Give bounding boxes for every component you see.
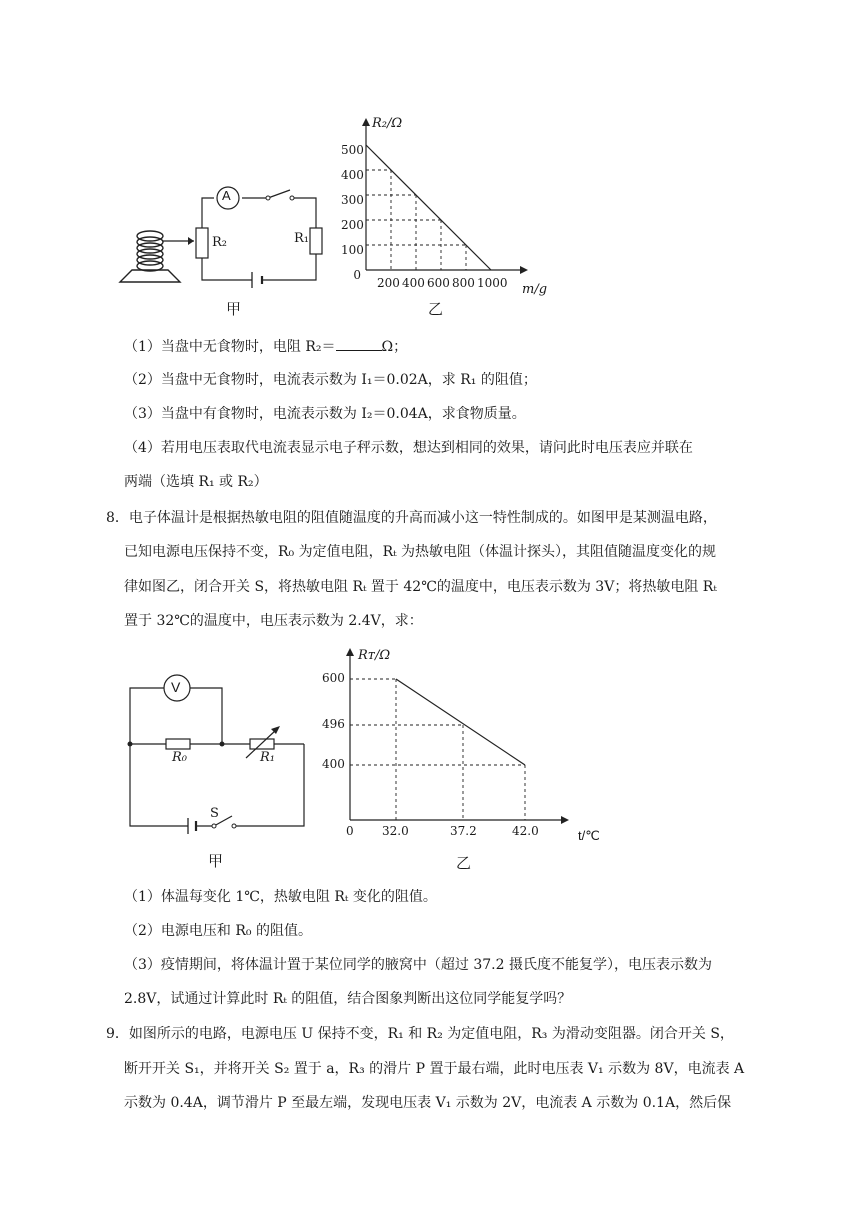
q8-circuit-caption-jia: 甲 — [208, 852, 224, 870]
y-tick: 300 — [341, 193, 364, 207]
graph1-y-ticks — [341, 138, 364, 288]
rt-data-line — [396, 679, 525, 765]
rt-temperature-graph — [340, 646, 570, 826]
q8-sub1: （1）体温每变化 1℃，热敏电阻 Rₜ 变化的阻值。 — [124, 889, 437, 905]
x-tick: 800 — [452, 276, 475, 290]
x-tick: 37.2 — [450, 824, 477, 838]
q7-sub1-prefix: （1）当盘中无食物时，电阻 R₂＝ — [124, 339, 336, 355]
x-tick: 400 — [402, 276, 425, 290]
x-tick: 0 — [346, 824, 354, 838]
graph1-y-axis-label: R₂/Ω — [372, 116, 403, 131]
circuit-caption-jia: 甲 — [226, 300, 242, 318]
q7-sub1-suffix: Ω； — [381, 339, 408, 355]
x-tick: 1000 — [477, 276, 508, 290]
y-tick: 496 — [322, 717, 345, 731]
q9-line3: 示数为 0.4A，调节滑片 P 至最左端，发现电压表 V₁ 示数为 2V，电流表 A 示数为 0.1A，然后保 — [124, 1095, 732, 1111]
q8-stem-line1: 8．电子体温计是根据热敏电阻的阻值随温度的升高而减小这一特性制成的。如图甲是某测温电路， — [106, 510, 717, 526]
graph-caption-yi: 乙 — [428, 300, 444, 318]
switch-s-label: S — [210, 806, 219, 821]
x-tick: 32.0 — [382, 824, 409, 838]
graph1-x-axis-label: m/g — [522, 282, 548, 297]
q9-line2: 断开开关 S₁，并将开关 S₂ 置于 a，R₃ 的滑片 P 置于最右端，此时电压表 V₁ 示数为 8V，电流表 A — [124, 1061, 745, 1077]
y-tick: 600 — [322, 671, 345, 685]
x-tick: 200 — [377, 276, 400, 290]
thermistor-r1-label: R₁ — [260, 750, 275, 765]
r2-mass-graph — [340, 112, 570, 302]
voltmeter-symbol: V — [171, 679, 181, 695]
q7-sub4-line2: 两端（选填 R₁ 或 R₂） — [124, 474, 268, 490]
x-tick: 600 — [427, 276, 450, 290]
graph2-y-axis-label: Rᴛ/Ω — [358, 648, 391, 663]
guide-lines — [366, 170, 466, 270]
r2-data-line — [366, 145, 491, 270]
answer-blank — [336, 336, 382, 351]
q8-stem-line2: 已知电源电压保持不变，R₀ 为定值电阻，Rₜ 为热敏电阻（体温计探头），其阻值随温度变化的规 — [124, 544, 717, 560]
q8-stem-line4: 置于 32℃的温度中，电压表示数为 2.4V，求： — [124, 613, 423, 629]
q8-stem-line3: 律如图乙，闭合开关 S，将热敏电阻 Rₜ 置于 42℃的温度中，电压表示数为 3V；将热敏电阻 Rₜ — [124, 579, 717, 595]
q7-sub1 — [124, 336, 407, 357]
resistor-r0-label: R₀ — [172, 750, 187, 765]
q8-sub3-line2: 2.8V，试通过计算此时 Rₜ 的阻值，结合图象判断出这位同学能复学吗？ — [124, 991, 572, 1007]
spring-scale-icon — [120, 231, 180, 282]
q7-sub2: （2）当盘中无食物时，电流表示数为 I₁＝0.02A，求 R₁ 的阻值； — [124, 372, 537, 388]
graph1-x-ticks — [377, 276, 400, 290]
guide-lines — [350, 679, 525, 820]
y-tick: 200 — [341, 218, 364, 232]
y-tick: 500 — [341, 143, 364, 157]
resistor-r2-label: R₂ — [212, 235, 227, 250]
y-tick: 0 — [353, 268, 361, 282]
q8-sub2: （2）电源电压和 R₀ 的阻值。 — [124, 923, 312, 939]
x-tick: 42.0 — [512, 824, 539, 838]
ammeter-symbol: A — [222, 188, 231, 203]
q9-line1: 9．如图所示的电路，电源电压 U 保持不变，R₁ 和 R₂ 为定值电阻，R₃ 为滑动变阻器。闭合开关 S， — [106, 1026, 734, 1042]
y-tick: 400 — [322, 757, 345, 771]
q7-sub4-line1: （4）若用电压表取代电流表显示电子秤示数，想达到相同的效果，请问此时电压表应并联在 — [124, 440, 693, 456]
y-tick: 400 — [341, 168, 364, 182]
q8-graph-caption-yi: 乙 — [456, 854, 472, 872]
graph2-x-axis-label: t/℃ — [578, 828, 600, 843]
q7-sub3: （3）当盘中有食物时，电流表示数为 I₂＝0.04A，求食物质量。 — [124, 406, 526, 422]
resistor-r1-label: R₁ — [294, 231, 309, 246]
q8-sub3-line1: （3）疫情期间，将体温计置于某位同学的腋窝中（超过 37.2 摄氏度不能复学），电压表示数为 — [124, 957, 712, 973]
y-tick: 100 — [341, 243, 364, 257]
